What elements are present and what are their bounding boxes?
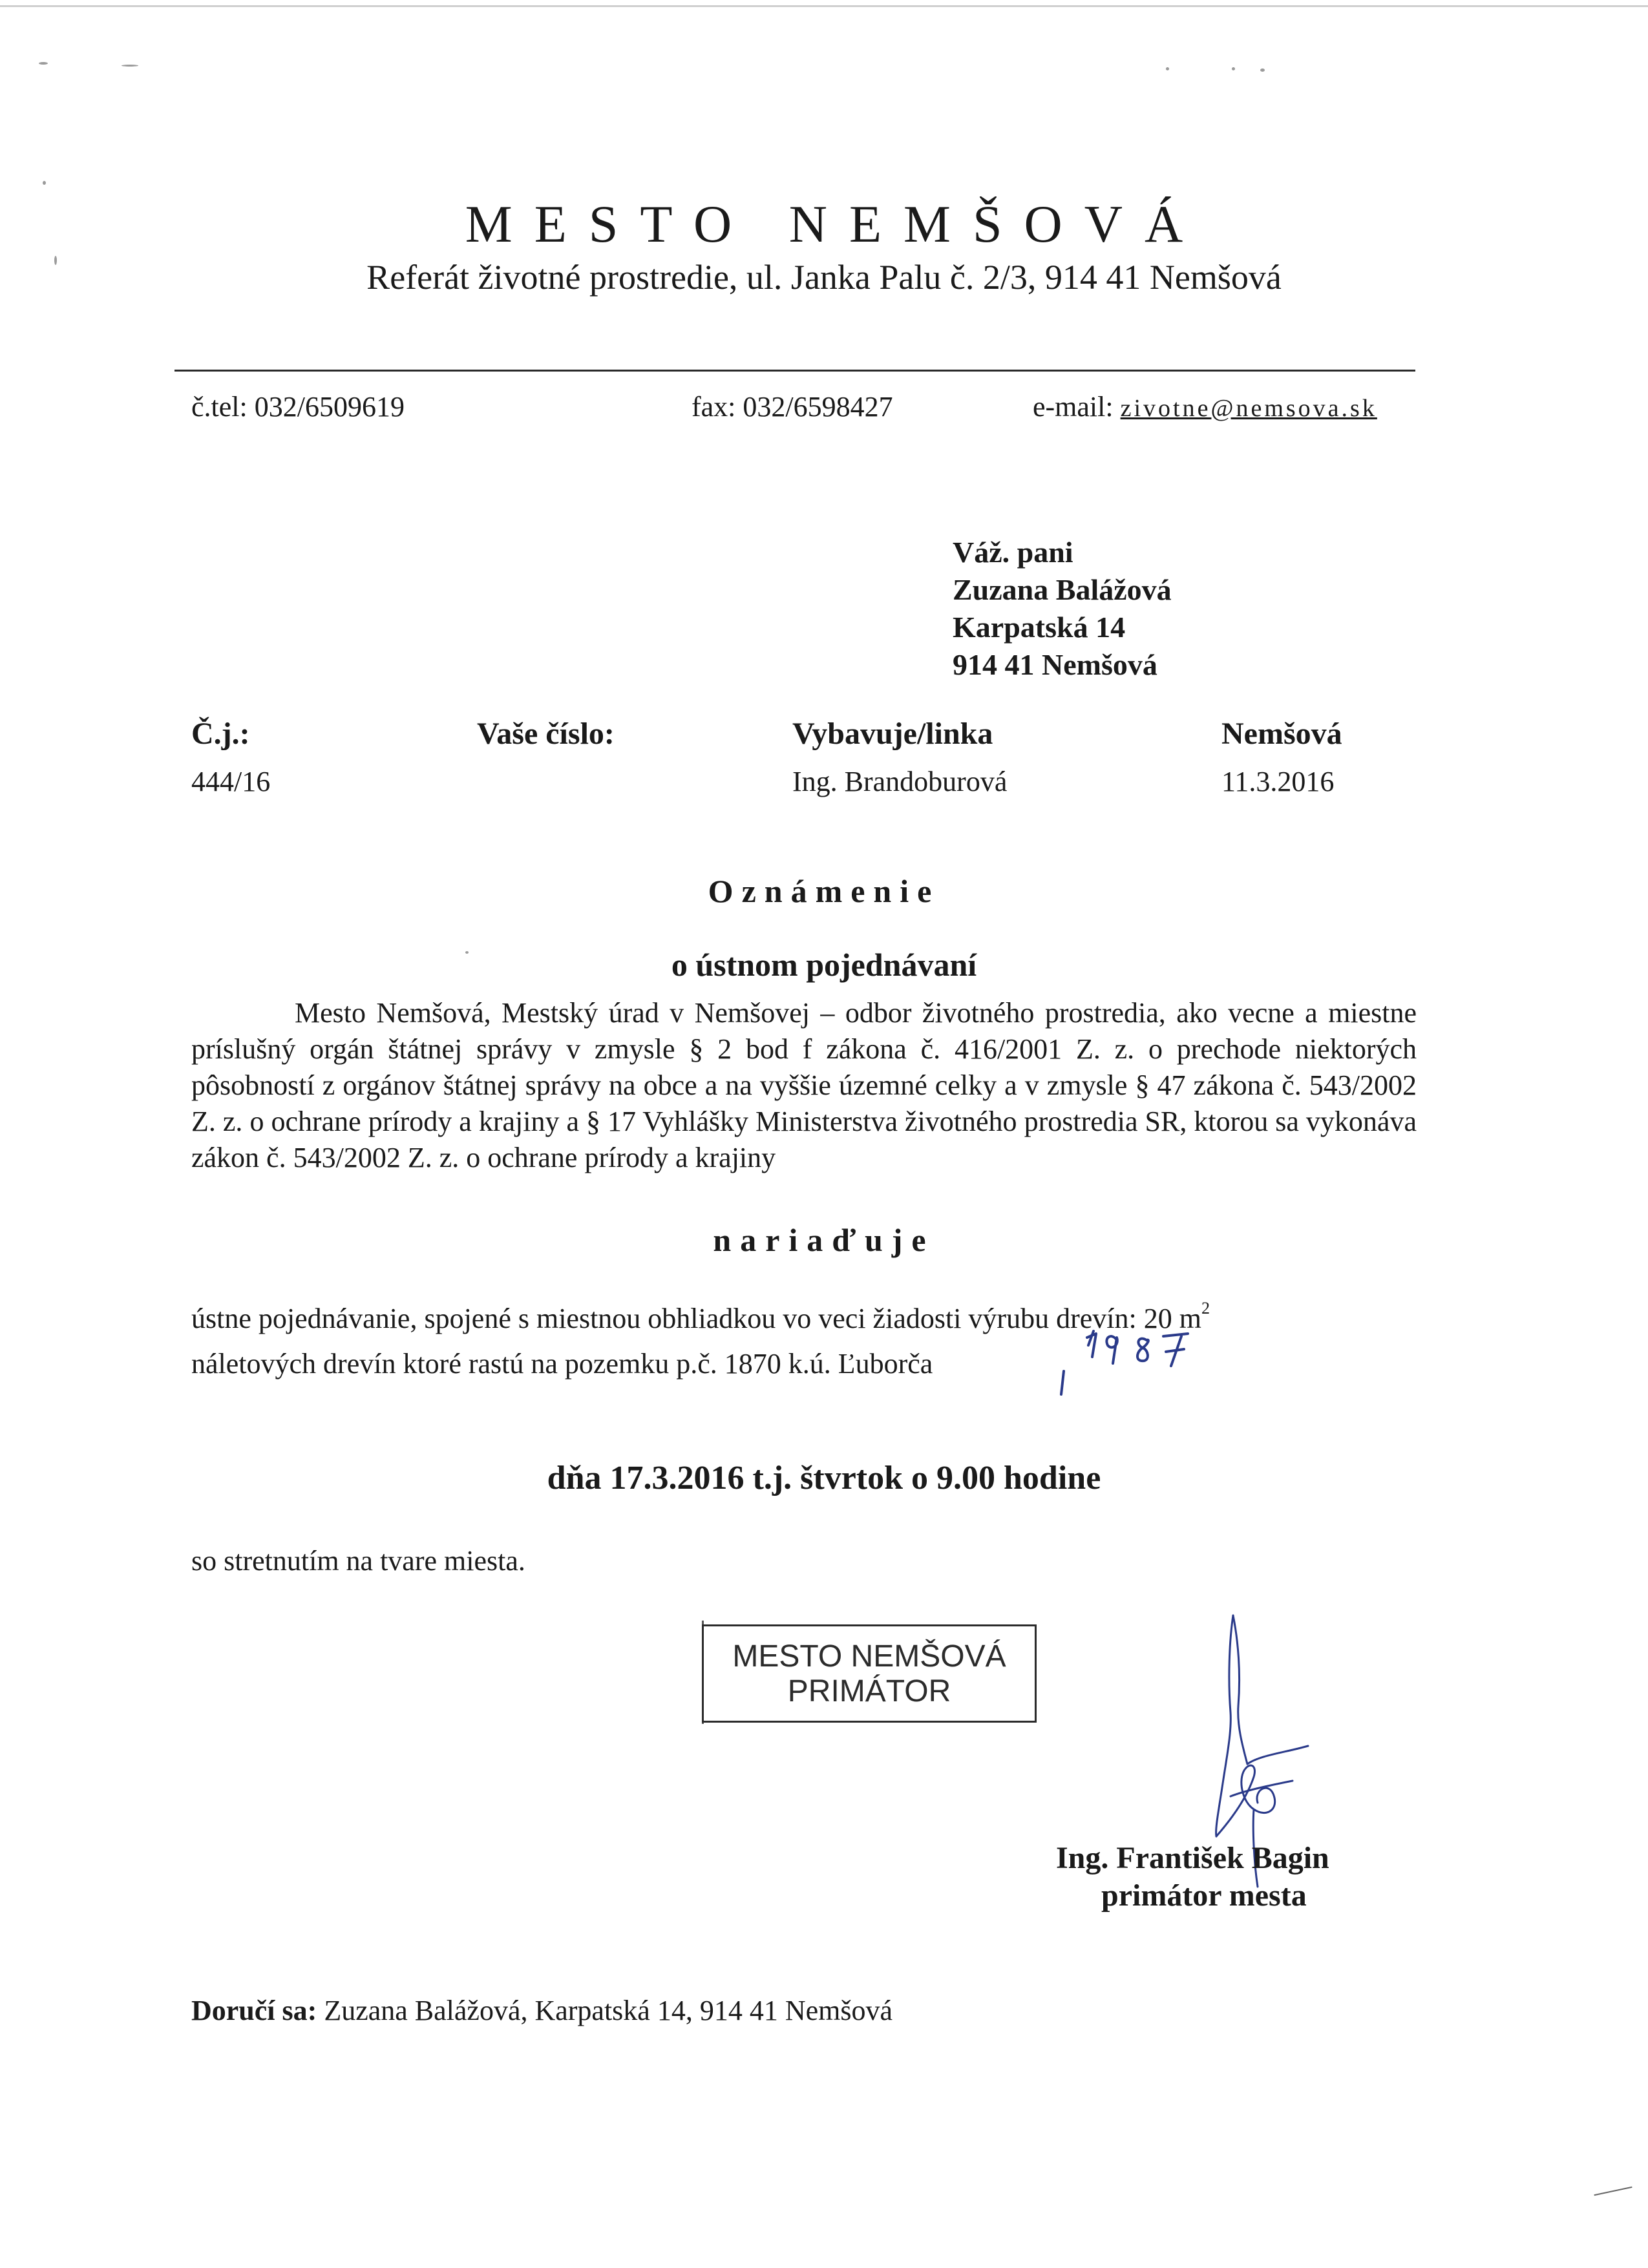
notice-title: Oznámenie bbox=[708, 873, 940, 909]
recipient-address bbox=[953, 534, 1172, 684]
phone-number: č.tel: 032/6509619 bbox=[191, 391, 405, 423]
meeting-place: so stretnutím na tvare miesta. bbox=[191, 1545, 525, 1577]
scan-corner-mark bbox=[1594, 2187, 1632, 2196]
ref-value-date: 11.3.2016 bbox=[1221, 766, 1335, 797]
scan-speck bbox=[43, 181, 46, 185]
recipient-salutation: Váž. pani bbox=[953, 536, 1073, 569]
delivery-line bbox=[191, 1994, 893, 2027]
ref-header-place: Nemšová bbox=[1221, 717, 1342, 751]
ref-header-case-number: Č.j.: bbox=[191, 717, 250, 751]
city-title: MESTO NEMŠOVÁ bbox=[465, 194, 1205, 253]
notice-body bbox=[191, 995, 1417, 1176]
order-text-superscript: 2 bbox=[1201, 1299, 1210, 1318]
scan-speck bbox=[121, 65, 138, 67]
scan-speck bbox=[1232, 67, 1235, 70]
scan-edge-line bbox=[0, 5, 1648, 7]
order-text-line-1: ústne pojednávanie, spojené s miestnou obhliadkou vo veci žiadosti výrubu drevín: 20 m bbox=[191, 1303, 1201, 1334]
email-link[interactable]: zivotne@nemsova.sk bbox=[1120, 395, 1377, 422]
ref-value-case-number: 444/16 bbox=[191, 766, 271, 797]
scan-speck bbox=[39, 62, 48, 65]
official-stamp bbox=[702, 1624, 1037, 1723]
delivery-label: Doručí sa: bbox=[191, 1995, 317, 2026]
signer-title: primátor mesta bbox=[1101, 1878, 1307, 1913]
recipient-city: 914 41 Nemšová bbox=[953, 648, 1157, 681]
ref-header-your-number: Vaše číslo: bbox=[477, 717, 615, 751]
delivery-recipient: Zuzana Balážová, Karpatská 14, 914 41 Nemšová bbox=[317, 1995, 893, 2026]
order-heading: nariaďuje bbox=[713, 1222, 935, 1258]
scan-speck bbox=[1260, 68, 1265, 72]
recipient-name: Zuzana Balážová bbox=[953, 573, 1172, 606]
recipient-street: Karpatská 14 bbox=[953, 611, 1126, 644]
notice-subtitle: o ústnom pojednávaní bbox=[671, 947, 977, 983]
handwritten-parcel-number bbox=[1050, 1312, 1218, 1405]
stamp-line-2: PRIMÁTOR bbox=[787, 1674, 951, 1708]
order-text-line-2: náletových drevín ktoré rastú na pozemku p.č. 1870 k.ú. Ľuborča bbox=[191, 1348, 933, 1380]
signer-name: Ing. František Bagin bbox=[1056, 1841, 1329, 1875]
header-divider bbox=[174, 370, 1415, 372]
department-line: Referát životné prostredie, ul. Janka Palu č. 2/3, 914 41 Nemšová bbox=[366, 258, 1282, 297]
ref-value-handled-by: Ing. Brandoburová bbox=[792, 766, 1008, 797]
meeting-date: dňa 17.3.2016 t.j. štvrtok o 9.00 hodine bbox=[547, 1460, 1101, 1496]
notice-body-text: Mesto Nemšová, Mestský úrad v Nemšovej – odbor životného prostredia, ako vecne a miestne príslušný orgán štátnej správy v zmysle § 2 bod f zákona č. 416/2001 Z. z. o prechode niektorých pôsobností z orgánov štátnej správy na obce a na vyššie územné celky a v zmysle § 47 zákona č. 543/2002 Z. z. o ochrane prírody a krajiny a § 17 Vyhlášky Ministerstva životného prostredia SR, ktorou sa vykonáva zákon č. 543/2002 Z. z. o ochrane prírody a krajiny bbox=[191, 997, 1417, 1173]
handwriting-drawing bbox=[1050, 1312, 1218, 1402]
fax-number: fax: 032/6598427 bbox=[692, 391, 893, 423]
email-contact bbox=[1033, 390, 1377, 423]
scan-speck bbox=[1166, 67, 1169, 70]
order-text bbox=[191, 1296, 1419, 1387]
stamp-line-1: MESTO NEMŠOVÁ bbox=[732, 1639, 1006, 1674]
ref-header-handled-by: Vybavuje/linka bbox=[792, 717, 993, 751]
email-label: e-mail: bbox=[1033, 391, 1121, 423]
